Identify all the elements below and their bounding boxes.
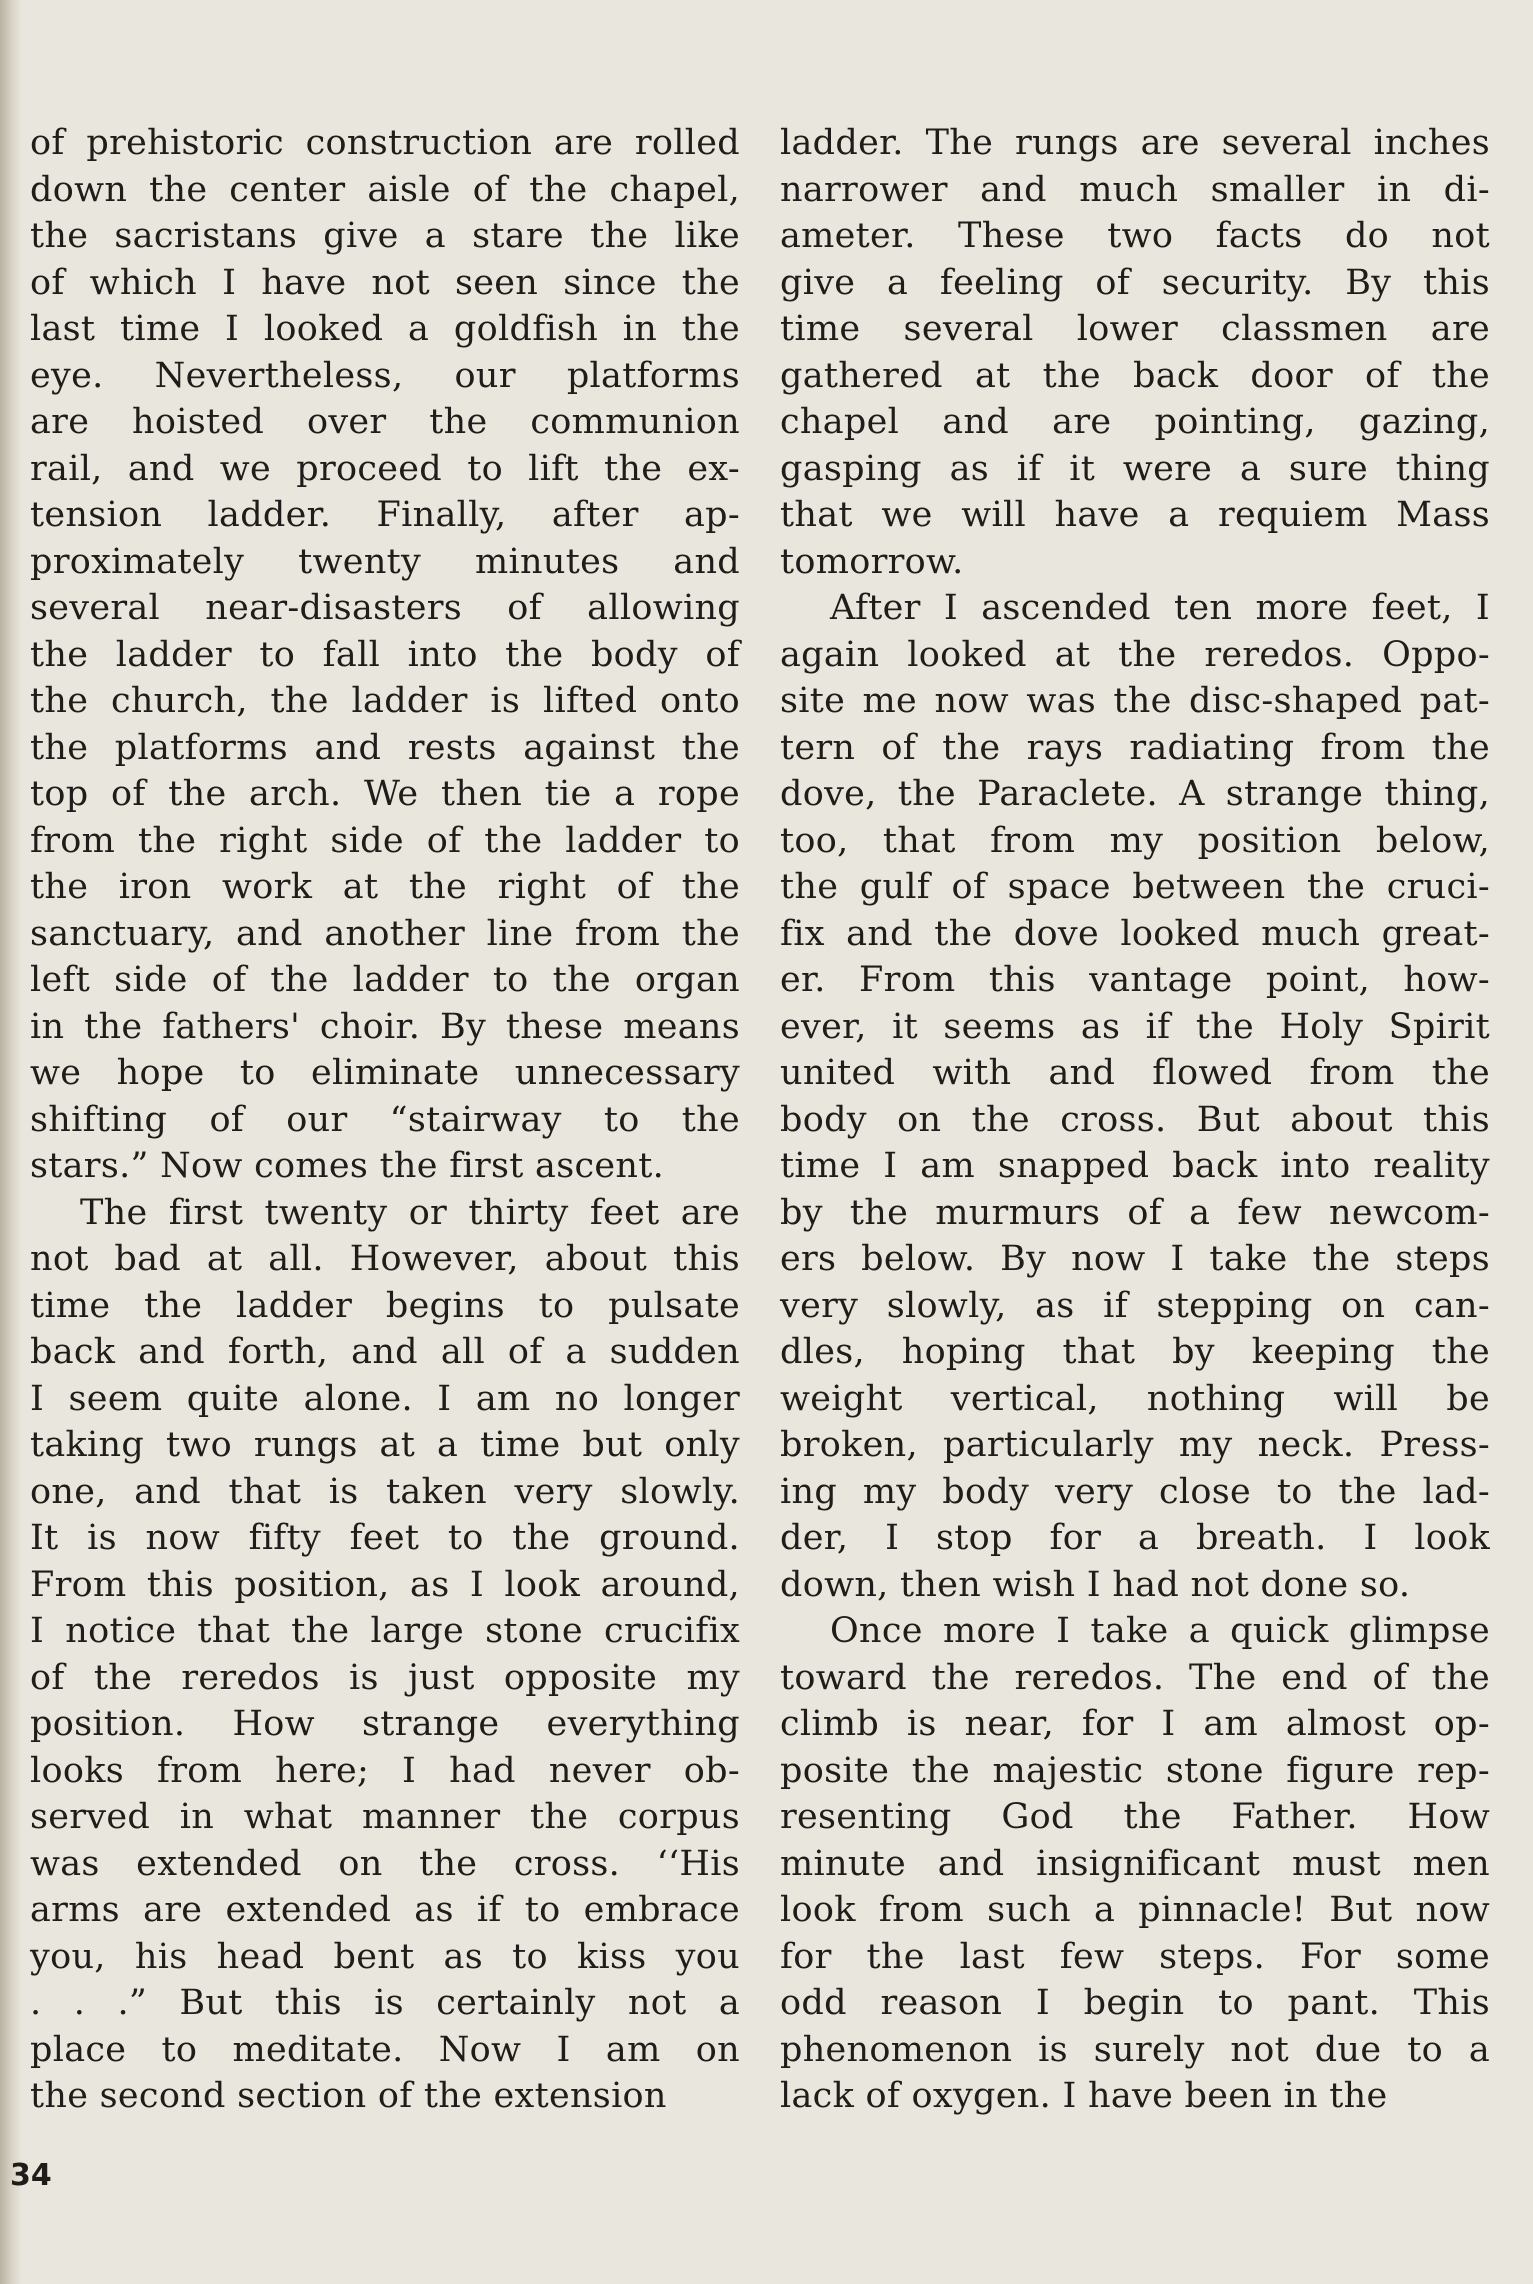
text-line: It is now fifty feet to the ground. bbox=[30, 1518, 740, 1558]
text-line: I notice that the large stone crucifix bbox=[30, 1611, 740, 1651]
page-number: 34 bbox=[10, 2158, 52, 2193]
text-line: chapel and are pointing, gazing, bbox=[780, 402, 1490, 442]
text-line: very slowly, as if stepping on can- bbox=[780, 1285, 1490, 1326]
text-line: the second section of the extension bbox=[30, 2076, 667, 2116]
text-line: dles, hoping that by keeping the bbox=[780, 1332, 1490, 1372]
text-line: down, then wish I had not done so. bbox=[780, 1564, 1411, 1605]
text-line: several near-disasters of allowing bbox=[30, 588, 740, 628]
text-line: in the fathers' choir. By these means bbox=[30, 1006, 740, 1047]
text-line: lack of oxygen. I have been in the bbox=[780, 2076, 1388, 2116]
text-line: was extended on the cross. ‘‘His bbox=[30, 1843, 740, 1884]
text-line: . . .” But this is certainly not a bbox=[30, 1983, 740, 2023]
text-line: rail, and we proceed to lift the ex- bbox=[30, 448, 740, 489]
text-line: from the right side of the ladder to bbox=[30, 820, 740, 861]
text-line: by the murmurs of a few newcom- bbox=[780, 1192, 1490, 1233]
text-line: ing my body very close to the lad- bbox=[780, 1471, 1490, 1512]
text-line: left side of the ladder to the organ bbox=[30, 960, 740, 1000]
text-line: After I ascended ten more feet, I bbox=[830, 588, 1490, 628]
text-line: tomorrow. bbox=[780, 541, 964, 582]
text-line: gathered at the back door of the bbox=[780, 355, 1490, 396]
text-line: phenomenon is surely not due to a bbox=[780, 2029, 1490, 2070]
text-line: narrower and much smaller in di- bbox=[780, 169, 1490, 210]
text-line: arms are extended as if to embrace bbox=[30, 1890, 740, 1930]
text-line: ameter. These two facts do not bbox=[780, 216, 1490, 256]
text-line: of prehistoric construction are rolled bbox=[30, 123, 740, 163]
text-line: taking two rungs at a time but only bbox=[30, 1425, 740, 1465]
text-line: down the center aisle of the chapel, bbox=[30, 169, 740, 210]
text-line: place to meditate. Now I am on bbox=[30, 2029, 740, 2070]
text-line: tern of the rays radiating from the bbox=[780, 727, 1490, 768]
text-line: you, his head bent as to kiss you bbox=[30, 1936, 740, 1977]
text-line: last time I looked a goldfish in the bbox=[30, 309, 740, 349]
text-line: time the ladder begins to pulsate bbox=[30, 1285, 740, 1326]
text-line: minute and insignificant must men bbox=[780, 1843, 1490, 1884]
text-line: toward the reredos. The end of the bbox=[780, 1657, 1490, 1698]
text-line: resenting God the Father. How bbox=[780, 1797, 1490, 1837]
text-line: odd reason I begin to pant. This bbox=[780, 1983, 1490, 2023]
text-line: give a feeling of security. By this bbox=[780, 262, 1490, 303]
text-line: not bad at all. However, about this bbox=[30, 1239, 740, 1279]
text-line: of the reredos is just opposite my bbox=[30, 1657, 740, 1698]
text-line: dove, the Paraclete. A strange thing, bbox=[780, 774, 1490, 814]
page-edge bbox=[0, 0, 22, 2284]
text-line: gasping as if it were a sure thing bbox=[780, 448, 1490, 489]
text-line: body on the cross. But about this bbox=[780, 1099, 1490, 1140]
text-line: one, and that is taken very slowly. bbox=[30, 1471, 740, 1512]
text-line: ladder. The rungs are several inches bbox=[780, 123, 1490, 163]
text-line: Once more I take a quick glimpse bbox=[830, 1611, 1490, 1651]
text-line: united with and flowed from the bbox=[780, 1053, 1490, 1093]
text-line: the church, the ladder is lifted onto bbox=[30, 681, 740, 721]
text-line: the platforms and rests against the bbox=[30, 727, 740, 768]
text-line: broken, particularly my neck. Press- bbox=[780, 1425, 1490, 1465]
text-line: climb is near, for I am almost op- bbox=[780, 1704, 1490, 1744]
text-line: fix and the dove looked much great- bbox=[780, 913, 1490, 954]
text-line: top of the arch. We then tie a rope bbox=[30, 774, 740, 814]
text-line: we hope to eliminate unnecessary bbox=[30, 1053, 740, 1093]
text-line: are hoisted over the communion bbox=[30, 402, 740, 442]
text-line: too, that from my position below, bbox=[780, 820, 1490, 861]
text-line: ers below. By now I take the steps bbox=[780, 1239, 1490, 1279]
text-line: back and forth, and all of a sudden bbox=[30, 1332, 740, 1372]
text-line: I seem quite alone. I am no longer bbox=[30, 1378, 740, 1419]
text-line: weight vertical, nothing will be bbox=[780, 1378, 1490, 1419]
text-line: der, I stop for a breath. I look bbox=[780, 1518, 1490, 1558]
text-line: sanctuary, and another line from the bbox=[30, 913, 740, 954]
text-line: proximately twenty minutes and bbox=[30, 541, 740, 582]
text-line: er. From this vantage point, how- bbox=[780, 960, 1490, 1000]
text-line: looks from here; I had never ob- bbox=[30, 1750, 740, 1791]
text-line: From this position, as I look around, bbox=[30, 1564, 740, 1605]
text-line: shifting of our “stairway to the bbox=[30, 1099, 740, 1140]
text-line: the gulf of space between the cruci- bbox=[780, 867, 1490, 907]
text-line: site me now was the disc-shaped pat- bbox=[780, 681, 1490, 721]
text-line: again looked at the reredos. Oppo- bbox=[780, 634, 1490, 675]
text-line: served in what manner the corpus bbox=[30, 1797, 740, 1837]
text-line: the iron work at the right of the bbox=[30, 867, 740, 907]
text-line: time several lower classmen are bbox=[780, 309, 1490, 349]
text-line: of which I have not seen since the bbox=[30, 262, 740, 303]
text-line: time I am snapped back into reality bbox=[780, 1146, 1490, 1186]
text-line: The first twenty or thirty feet are bbox=[80, 1192, 740, 1233]
left-column bbox=[30, 120, 740, 2120]
text-line: eye. Nevertheless, our platforms bbox=[30, 355, 740, 396]
right-column bbox=[780, 120, 1490, 2120]
text-line: stars.” Now comes the first ascent. bbox=[30, 1146, 665, 1186]
text-line: tension ladder. Finally, after ap- bbox=[30, 495, 740, 535]
text-line: look from such a pinnacle! But now bbox=[780, 1890, 1490, 1930]
text-line: the sacristans give a stare the like bbox=[30, 216, 740, 256]
text-line: posite the majestic stone figure rep- bbox=[780, 1750, 1490, 1791]
text-line: that we will have a requiem Mass bbox=[780, 495, 1490, 535]
text-line: position. How strange everything bbox=[30, 1704, 740, 1744]
text-line: ever, it seems as if the Holy Spirit bbox=[780, 1006, 1490, 1047]
text-line: the ladder to fall into the body of bbox=[30, 634, 740, 675]
text-line: for the last few steps. For some bbox=[780, 1936, 1490, 1977]
